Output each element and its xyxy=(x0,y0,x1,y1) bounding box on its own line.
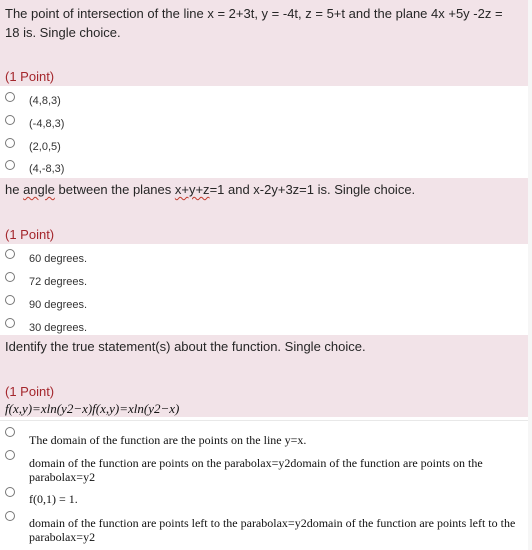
radio-button[interactable] xyxy=(5,249,15,259)
question-3-text: Identify the true statement(s) about the function. Single choice. xyxy=(5,339,366,354)
question-2-option-1[interactable] xyxy=(0,247,528,270)
radio-button[interactable] xyxy=(5,92,15,102)
question-2-points: (1 Point) xyxy=(5,227,55,242)
question-2-text: he angle between the planes x+y+z=1 and x-2y+3z=1 is. Single choice. xyxy=(5,182,416,197)
question-3-option-2[interactable] xyxy=(0,448,528,484)
question-1-option-3[interactable] xyxy=(0,136,528,159)
option-label: domain of the function are points on the parabolax=y2domain of the function are points on the parabolax=y2 xyxy=(29,456,483,484)
radio-button[interactable] xyxy=(5,487,15,497)
option-label: (2,0,5) xyxy=(29,141,61,153)
radio-button[interactable] xyxy=(5,160,15,170)
option-label: 90 degrees. xyxy=(29,299,88,311)
radio-button[interactable] xyxy=(5,511,15,521)
scrollbar[interactable] xyxy=(528,0,532,550)
radio-button[interactable] xyxy=(5,115,15,125)
question-3-option-1[interactable] xyxy=(0,425,528,448)
question-3-points: (1 Point) xyxy=(5,384,55,399)
question-3-formula: f(x,y)=xln(y2−x)f(x,y)=xln⁡(y2−x) xyxy=(5,401,180,416)
question-1-option-2[interactable] xyxy=(0,113,528,136)
option-label: (4,-8,3) xyxy=(29,163,65,175)
divider xyxy=(0,420,528,421)
question-2-option-2[interactable] xyxy=(0,270,528,293)
option-label: (4,8,3) xyxy=(29,95,61,107)
question-2-option-3[interactable] xyxy=(0,293,528,316)
question-3-option-4[interactable] xyxy=(0,509,528,547)
question-3-option-3[interactable] xyxy=(0,485,528,508)
question-1-text: The point of intersection of the line x = 2+3t, y = -4t, z = 5+t and the plane 4x +5y -2z = 18 is. Single choice. xyxy=(5,6,503,40)
option-label: domain of the function are points left to the parabolax=y2domain of the function are points left to the parabolax=y2 xyxy=(29,516,516,544)
option-label: (-4,8,3) xyxy=(29,118,65,130)
option-label: f(0,1) = 1. xyxy=(29,492,78,506)
radio-button[interactable] xyxy=(5,318,15,328)
option-label: 60 degrees. xyxy=(29,253,88,265)
question-1-option-1[interactable] xyxy=(0,90,528,113)
radio-button[interactable] xyxy=(5,272,15,282)
option-label: The domain of the function are the points on the line y=x. xyxy=(29,433,307,447)
radio-button[interactable] xyxy=(5,295,15,305)
option-label: 30 degrees. xyxy=(29,322,88,334)
option-label: 72 degrees. xyxy=(29,276,88,288)
radio-button[interactable] xyxy=(5,427,15,437)
radio-button[interactable] xyxy=(5,450,15,460)
radio-button[interactable] xyxy=(5,138,15,148)
question-1-points: (1 Point) xyxy=(5,69,55,84)
